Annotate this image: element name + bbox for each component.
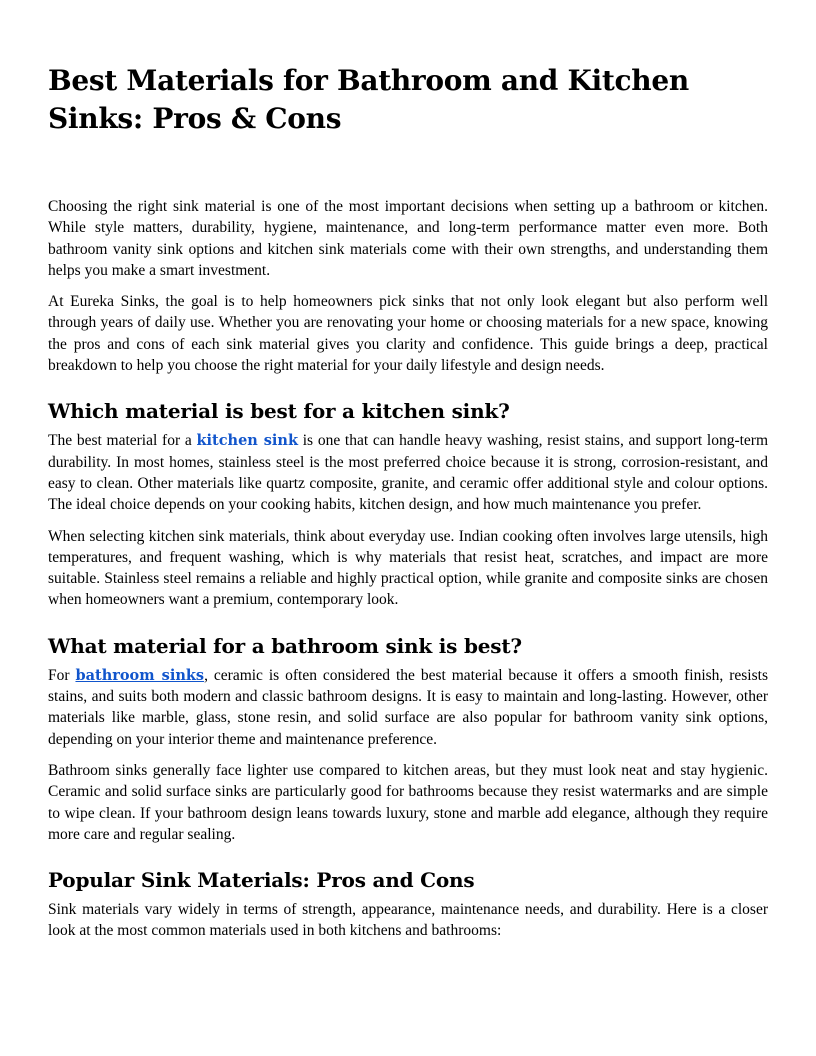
kitchen-sink-link[interactable]: kitchen sink <box>196 432 299 450</box>
bathroom-p1-before: For <box>48 666 76 684</box>
intro-paragraph-1: Choosing the right sink material is one of the most important decisions when setting up a bathroom or kitchen. While style matters, durability, hygiene, maintenance, and long-term performance matter even more. Both bathroom vanity sink options and kitchen sink materials come with their own strengths, and understanding them helps you make a smart investment. <box>48 198 768 279</box>
bathroom-sinks-link[interactable]: bathroom sinks <box>75 666 205 684</box>
intro-section <box>48 196 768 376</box>
kitchen-p1-before: The best material for a <box>48 432 197 450</box>
document-page <box>48 62 768 952</box>
bathroom-paragraph-2: Bathroom sinks generally face lighter use compared to kitchen areas, but they must look neat and stay hygienic. Ceramic and solid surface sinks are particularly good for bathrooms because they resist watermarks and are simple to wipe clean. If your bathroom design leans towards luxury, stone and marble add elegance, although they require more care and regular sealing. <box>48 761 768 843</box>
popular-materials-section <box>48 867 768 942</box>
bathroom-p1-after: , ceramic is often considered the best material because it offers a smooth finish, resists stains, and suits both modern and classic bathroom designs. It is easy to maintain and long-lasting. However, other materials like marble, glass, stone resin, and solid surface are also popular for bathroom vanity sink options, depending on your interior theme and maintenance preference. <box>48 666 768 748</box>
kitchen-p1-after: is one that can handle heavy washing, resist stains, and support long-term durability. In most homes, stainless steel is the most preferred choice because it is strong, corrosion-resistant, and easy to clean. Other materials like quartz composite, granite, and ceramic offer additional style and colour options. The ideal choice depends on your cooking habits, kitchen design, and how much maintenance you prefer. <box>48 432 769 514</box>
popular-materials-paragraph-1: Sink materials vary widely in terms of strength, appearance, maintenance needs, and durability. Here is a closer look at the most common materials used in both kitchens and bathrooms: <box>48 901 768 940</box>
bathroom-heading: What material for a bathroom sink is best? <box>48 633 522 658</box>
intro-paragraph-2: At Eureka Sinks, the goal is to help homeowners pick sinks that not only look elegant but also perform well through years of daily use. Whether you are renovating your home or choosing materials for a new space, knowing the pros and cons of each sink material gives you clarity and confidence. This guide brings a deep, practical breakdown to help you choose the right material for your daily lifestyle and design needs. <box>48 293 768 375</box>
popular-materials-heading: Popular Sink Materials: Pros and Cons <box>48 868 475 893</box>
bathroom-paragraph-1 <box>48 665 768 750</box>
kitchen-heading: Which material is best for a kitchen sink? <box>48 399 510 424</box>
bathroom-section <box>48 633 768 845</box>
kitchen-paragraph-2: When selecting kitchen sink materials, think about everyday use. Indian cooking often involves large utensils, high temperatures, and frequent washing, which is why materials that resist heat, scratches, and impact are more suitable. Stainless steel remains a reliable and highly practical option, while granite and composite sinks are chosen when homeowners want a premium, contemporary look. <box>48 527 768 609</box>
page-title: Best Materials for Bathroom and Kitchen Sinks: Pros & Cons <box>48 64 689 135</box>
kitchen-paragraph-1 <box>48 430 768 515</box>
kitchen-section <box>48 398 768 610</box>
